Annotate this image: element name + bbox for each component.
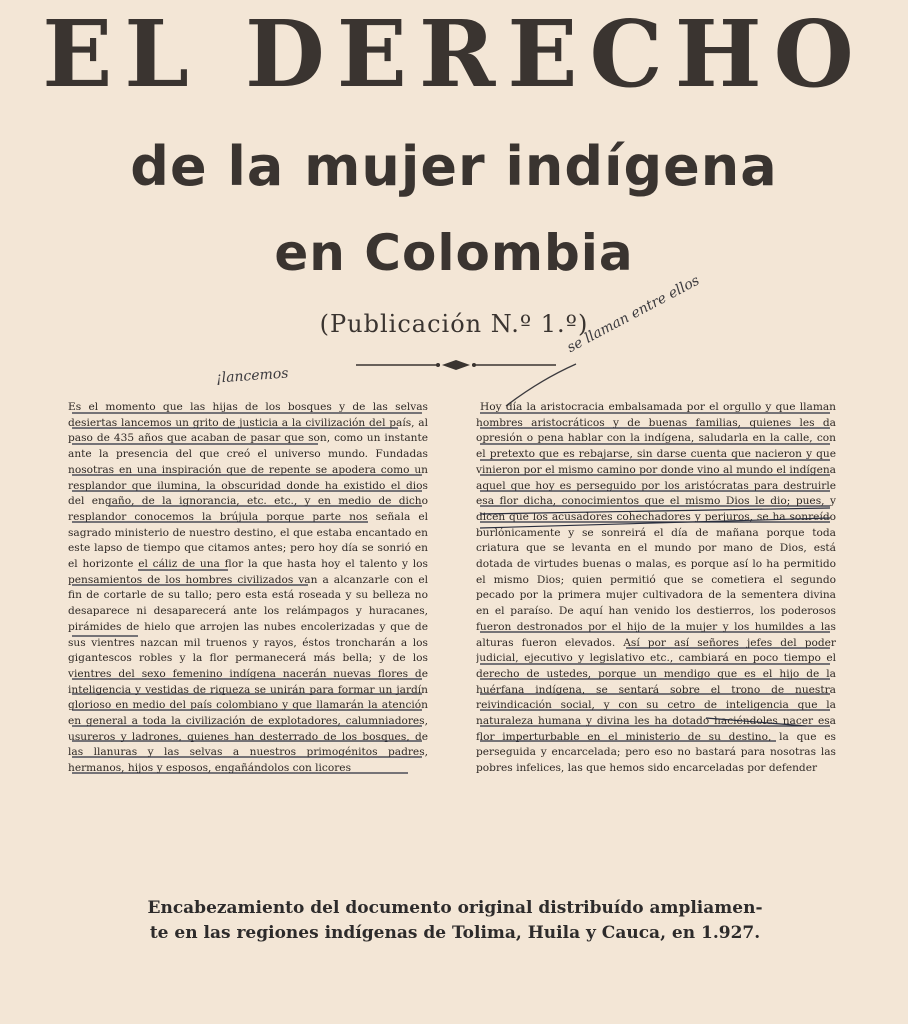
right-column-text: Hoy día la aristocracia embalsamada por el orgullo y que llaman hombres aristocráticos y de buenas familias, quienes les da opresión o pena hablar con la indígena, saludarla en la calle, con el pretexto que es rebajarse, sin darse cuenta que nacieron y que vinieron por el mismo camino por donde vino al mundo el indígena aquel que hoy es perseguido por los aristócratas para destruirle esa flor dicha, conocimientos que el mismo Dios le dio; pues, y dicen que los acusadores cohechadores y perjuros, se ha sonreído burlónicamente y se sonreirá el día de mañana porque toda criatura que se levanta en el mundo por mano de Dios, está dotada de virtudes buenas o malas, es porque así lo ha permitido el mismo Dios; quien permitió que se cometiera el segundo pecado por la primera mujer cultivadora de la sementera divina en el paraíso. De aquí han venido los destierros, los poderosos fueron destronados por el hijo de la mujer y los humildes a las alturas fueron elevados. Así por así señores jefes del poder judicial, ejecutivo y legislativo etc., cambiará en poco tiempo el derecho de ustedes, porque un mendigo que es el hijo de la huérfana indígena, se sentará sobre el trono de nuestra reivindicación social, y con su cetro de inteligencia que la naturaleza humana y divina les ha dotado haciéndoles nacer esa flor imperturbable en el ministerio de su destino, la que es perseguida y encarcelada; pero eso no bastará para nosotras las pobres infelices, las que hemos sido encarceladas por defender (476, 401, 836, 775)
caption-line1: Encabezamiento del documento original distribuído ampliamen- (147, 898, 763, 918)
document-subtitle-line1: de la mujer indígena (130, 135, 778, 198)
publication-number: (Publicación N.º 1.º) (319, 310, 589, 338)
text-column-right (476, 400, 836, 786)
document-caption (60, 896, 850, 946)
left-column-text: Es el momento que las hijas de los bosques y de las selvas desiertas lancemos un grito de justicia a la civilización del país, al paso de 435 años que acaban de pasar que son, como un instante ante la presencia del que creó el universo mundo. Fundadas nosotras en una inspiración que de repente se apodera como un resplandor que ilumina, la obscuridad donde ha existido el dios del engaño, de la ignorancia, etc. etc., y en medio de dicho resplandor conocemos la brújula porque parte nos señala el sagrado ministerio de nuestro destino, el que estaba encantado en este lapso de tiempo que citamos antes; pero hoy día se sonrió en el horizonte el cáliz de una flor la que hasta hoy el talento y los pensamientos de los hombres civilizados van a alcanzarle con el fin de cortarle de su tallo; pero esta está roseada y su belleza no desaparece ni desaparecerá ante los relámpagos y huracanes, pirámides de hielo que arrojen las nubes encolerizadas y que de sus vientres nazcan mil truenos y rayos, éstos troncharán a los gigantescos robles y la flor permanecerá más bella; y de los vientres del sexo femenino indígena nacerán nuevas flores de inteligencia y vestidas de riqueza se unirán para formar un jardín glorioso en medio del país colombiano y que llamarán la atención en general a toda la civilización de explotadores, calumniadores, usureros y ladrones, quienes han desterrado de los bosques, de las llanuras y las selvas a nuestros primogénitos padres, hermanos, hijos y esposos, engañándolos con licores (68, 401, 428, 775)
handwritten-note-right: se llaman entre ellos (564, 272, 703, 356)
document-title: EL DERECHO (42, 0, 866, 108)
document-subtitle-line2: en Colombia (274, 224, 634, 282)
text-column-left (68, 400, 428, 786)
caption-line2: te en las regiones indígenas de Tolima, Huila y Cauca, en 1.927. (149, 923, 761, 943)
handwritten-note-left: ¡lancemos (215, 365, 289, 387)
